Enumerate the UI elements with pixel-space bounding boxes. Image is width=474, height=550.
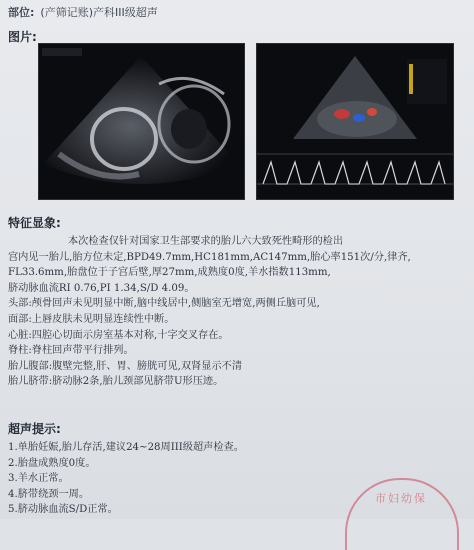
- ultrasound-image-right: [256, 43, 454, 200]
- conclusion-line: 1.单胎妊娠,胎儿存活,建议24~28周III级超声检查。: [8, 442, 244, 453]
- exam-part-line: [8, 4, 158, 20]
- finding-line: 本次检查仅针对国家卫生部要求的胎儿六大致死性畸形的检出: [68, 236, 344, 247]
- ultrasound-image-left: [38, 43, 245, 200]
- finding-line: 心脏:四腔心切面示房室基本对称,十字交叉存在。: [8, 329, 229, 341]
- finding-line: 面部:上唇皮肤未见明显连续性中断。: [8, 313, 175, 325]
- conclusion-line: 5.脐动脉血流S/D正常。: [8, 504, 118, 516]
- finding-line: 宫内见一胎儿,胎方位未定,BPD49.7mm,HC181mm,AC147mm,胎心率151次/分,律齐,: [8, 251, 411, 263]
- conclusion-line: 4.脐带绕颈一周。: [8, 488, 90, 500]
- finding-line: 胎儿腹部:腹壁完整,肝、胃、膀胱可见,双肾显示不清: [8, 360, 243, 372]
- hospital-stamp: [345, 478, 459, 550]
- findings-block: [8, 234, 411, 390]
- finding-line: 脊柱:脊柱回声带平行排列。: [8, 345, 134, 357]
- finding-line: 脐动脉血流RI 0.76,PI 1.34,S/D 4.09。: [8, 282, 195, 294]
- finding-line: 头部:颅骨回声未见明显中断,脑中线居中,侧脑室无增宽,两侧丘脑可见,: [8, 298, 320, 310]
- features-label: 特征显象:: [8, 216, 61, 230]
- ultrasound-right-graphic: [257, 44, 453, 199]
- finding-line: 胎儿脐带:脐动脉2条,胎儿颈部见脐带U形压迹。: [8, 376, 224, 388]
- images-label: 图片:: [8, 30, 37, 44]
- ultrasound-left-graphic: [39, 44, 244, 199]
- conclusion-block: [8, 440, 244, 518]
- exam-part-value: (产筛记账)产科III级超声: [40, 6, 158, 19]
- exam-part-label: 部位:: [8, 6, 35, 19]
- conclusion-line: 2.胎盘成熟度0度。: [8, 457, 96, 469]
- stamp-text: 市妇幼保: [375, 492, 427, 505]
- conclusion-line: 3.羊水正常。: [8, 473, 69, 485]
- conclusion-label: 超声提示:: [8, 422, 61, 436]
- finding-line: FL33.6mm,胎盘位于子宫后壁,厚27mm,成熟度0度,羊水指数113mm,: [8, 267, 331, 279]
